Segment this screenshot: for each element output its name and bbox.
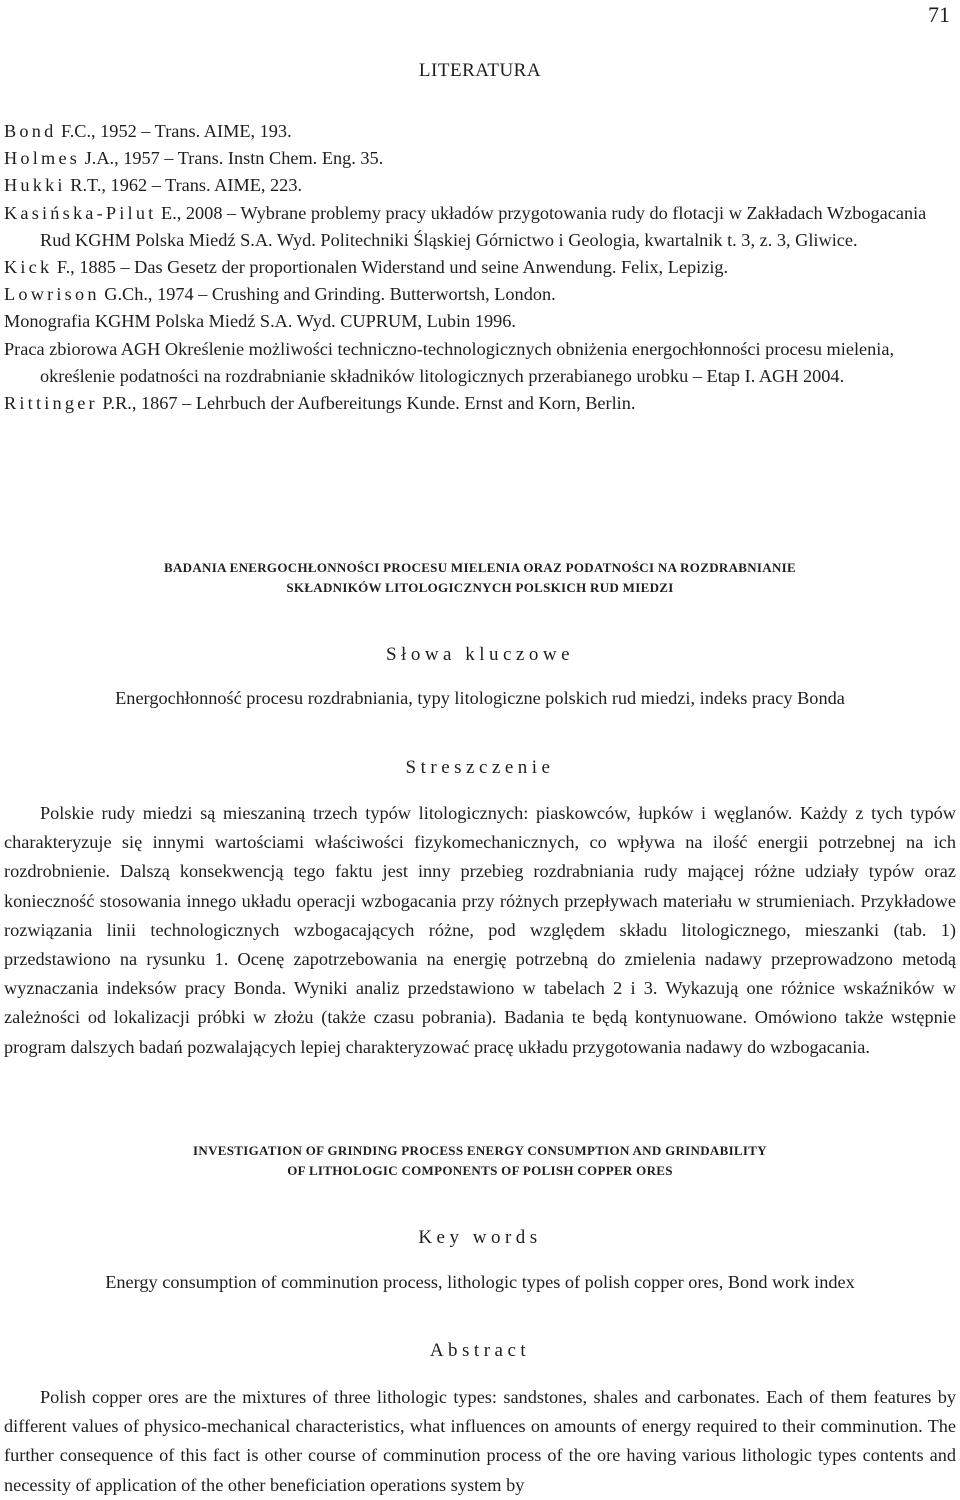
english-title <box>0 1141 960 1181</box>
reference-author: Kick <box>4 257 53 278</box>
reference-text: Monografia KGHM Polska Miedź S.A. Wyd. CUPRUM, Lubin 1996. <box>4 311 516 332</box>
english-keywords: Energy consumption of comminution process, lithologic types of polish copper ores, Bond work index <box>105 1272 855 1292</box>
reference-item <box>4 200 956 254</box>
polish-keywords-heading: Słowa kluczowe <box>385 644 575 665</box>
reference-item <box>4 145 956 172</box>
reference-author: Hukki <box>4 175 66 196</box>
reference-author: Kasińska-Pilut <box>4 202 157 223</box>
polish-title <box>0 558 960 598</box>
reference-item <box>4 281 956 308</box>
reference-item <box>4 308 956 335</box>
page-number: 71 <box>928 2 950 27</box>
reference-author: Lowrison <box>4 284 100 305</box>
polish-abstract-heading: Streszczenie <box>405 757 555 778</box>
polish-title-line: BADANIA ENERGOCHŁONNOŚCI PROCESU MIELENIA ORAZ PODATNOŚCI NA ROZDRABNIANIE <box>164 560 796 575</box>
reference-item <box>4 172 956 199</box>
polish-title-line: SKŁADNIKÓW LITOLOGICZNYCH POLSKICH RUD MIEDZI <box>286 580 674 595</box>
english-title-line: OF LITHOLOGIC COMPONENTS OF POLISH COPPER ORES <box>287 1163 673 1178</box>
reference-text: F., 1885 – Das Gesetz der proportionalen Widerstand und seine Anwendung. Felix, Lepizig. <box>52 257 729 278</box>
reference-text: R.T., 1962 – Trans. AIME, 223. <box>65 175 303 196</box>
reference-item <box>4 254 956 281</box>
reference-item <box>4 336 956 390</box>
reference-text: J.A., 1957 – Trans. Instn Chem. Eng. 35. <box>80 148 384 169</box>
english-title-line: INVESTIGATION OF GRINDING PROCESS ENERGY CONSUMPTION AND GRINDABILITY <box>193 1143 767 1158</box>
reference-author: Holmes <box>4 148 81 169</box>
reference-text: E., 2008 – Wybrane problemy pracy układów przygotowania rudy do flotacji w Zakładach Wzbogacania Rud KGHM Polska Miedź S.A. Wyd. Politechniki Śląskiej Górnictwo i Geologia, kwartalnik t. 3, z. 3, Gliwice. <box>40 202 927 250</box>
reference-text: P.R., 1867 – Lehrbuch der Aufbereitungs Kunde. Ernst and Korn, Berlin. <box>97 393 636 414</box>
reference-text: G.Ch., 1974 – Crushing and Grinding. Butterwortsh, London. <box>99 284 556 305</box>
reference-list <box>4 118 956 417</box>
polish-keywords: Energochłonność procesu rozdrabniania, typy litologiczne polskich rud miedzi, indeks pracy Bonda <box>115 688 845 708</box>
english-abstract: Polish copper ores are the mixtures of three lithologic types: sandstones, shales and carbonates. Each of them features by different values of physico-mechanical characteristics, what influences on amounts of energy required to their comminution. The further consequence of this fact is other course of comminution process of the ore having various lithologic types contents and necessity of application of the other beneficiation operations system by <box>4 1387 956 1495</box>
reference-text: F.C., 1952 – Trans. AIME, 193. <box>56 121 292 141</box>
reference-author: Bond <box>4 121 57 141</box>
reference-item <box>4 118 956 145</box>
english-keywords-heading: Key words <box>418 1227 542 1248</box>
reference-text: Praca zbiorowa AGH Określenie możliwości techniczno-technologicznych obniżenia energochłonności procesu mielenia, określenie podatności na rozdrabnianie składników litologicznych przerabianego urobku – Etap I. AGH 2004. <box>4 338 895 386</box>
reference-item <box>4 390 956 417</box>
reference-author: Rittinger <box>4 393 98 414</box>
english-abstract-heading: Abstract <box>429 1340 531 1361</box>
polish-abstract: Polskie rudy miedzi są mieszaniną trzech typów litologicznych: piaskowców, łupków i węglanów. Każdy z tych typów charakteryzuje się innymi wartościami właściwości fizykomechanicznych, co wpływa na ilość energii potrzebnej na ich rozdrobnienie. Dalszą konsekwencją tego faktu jest inny przebieg rozdrabniania rudy mającej różne udziały typów oraz konieczność stosowania innego układu operacji wzbogacania przy różnych przepływach materiału w strumieniach. Przykładowe rozwiązania linii technologicznych wzbogacających różne, pod względem składu litologicznego, mieszanki (tab. 1) przedstawiono na rysunku 1. Ocenę zapotrzebowania na energię potrzebną do zmielenia nadawy przeprowadzono metodą wyznaczania indeksów pracy Bonda. Wyniki analiz przedstawiono w tabelach 2 i 3. Wykazują one różnice wskaźników w zależności od lokalizacji próbki w złożu (także czasu pobrania). Badania te będą kontynuowane. Omówiono także wstępnie program dalszych badań pozwalających lepiej charakteryzować pracę układu przygotowania nadawy do wzbogacania. <box>4 803 956 1057</box>
literature-heading: LITERATURA <box>418 60 542 81</box>
